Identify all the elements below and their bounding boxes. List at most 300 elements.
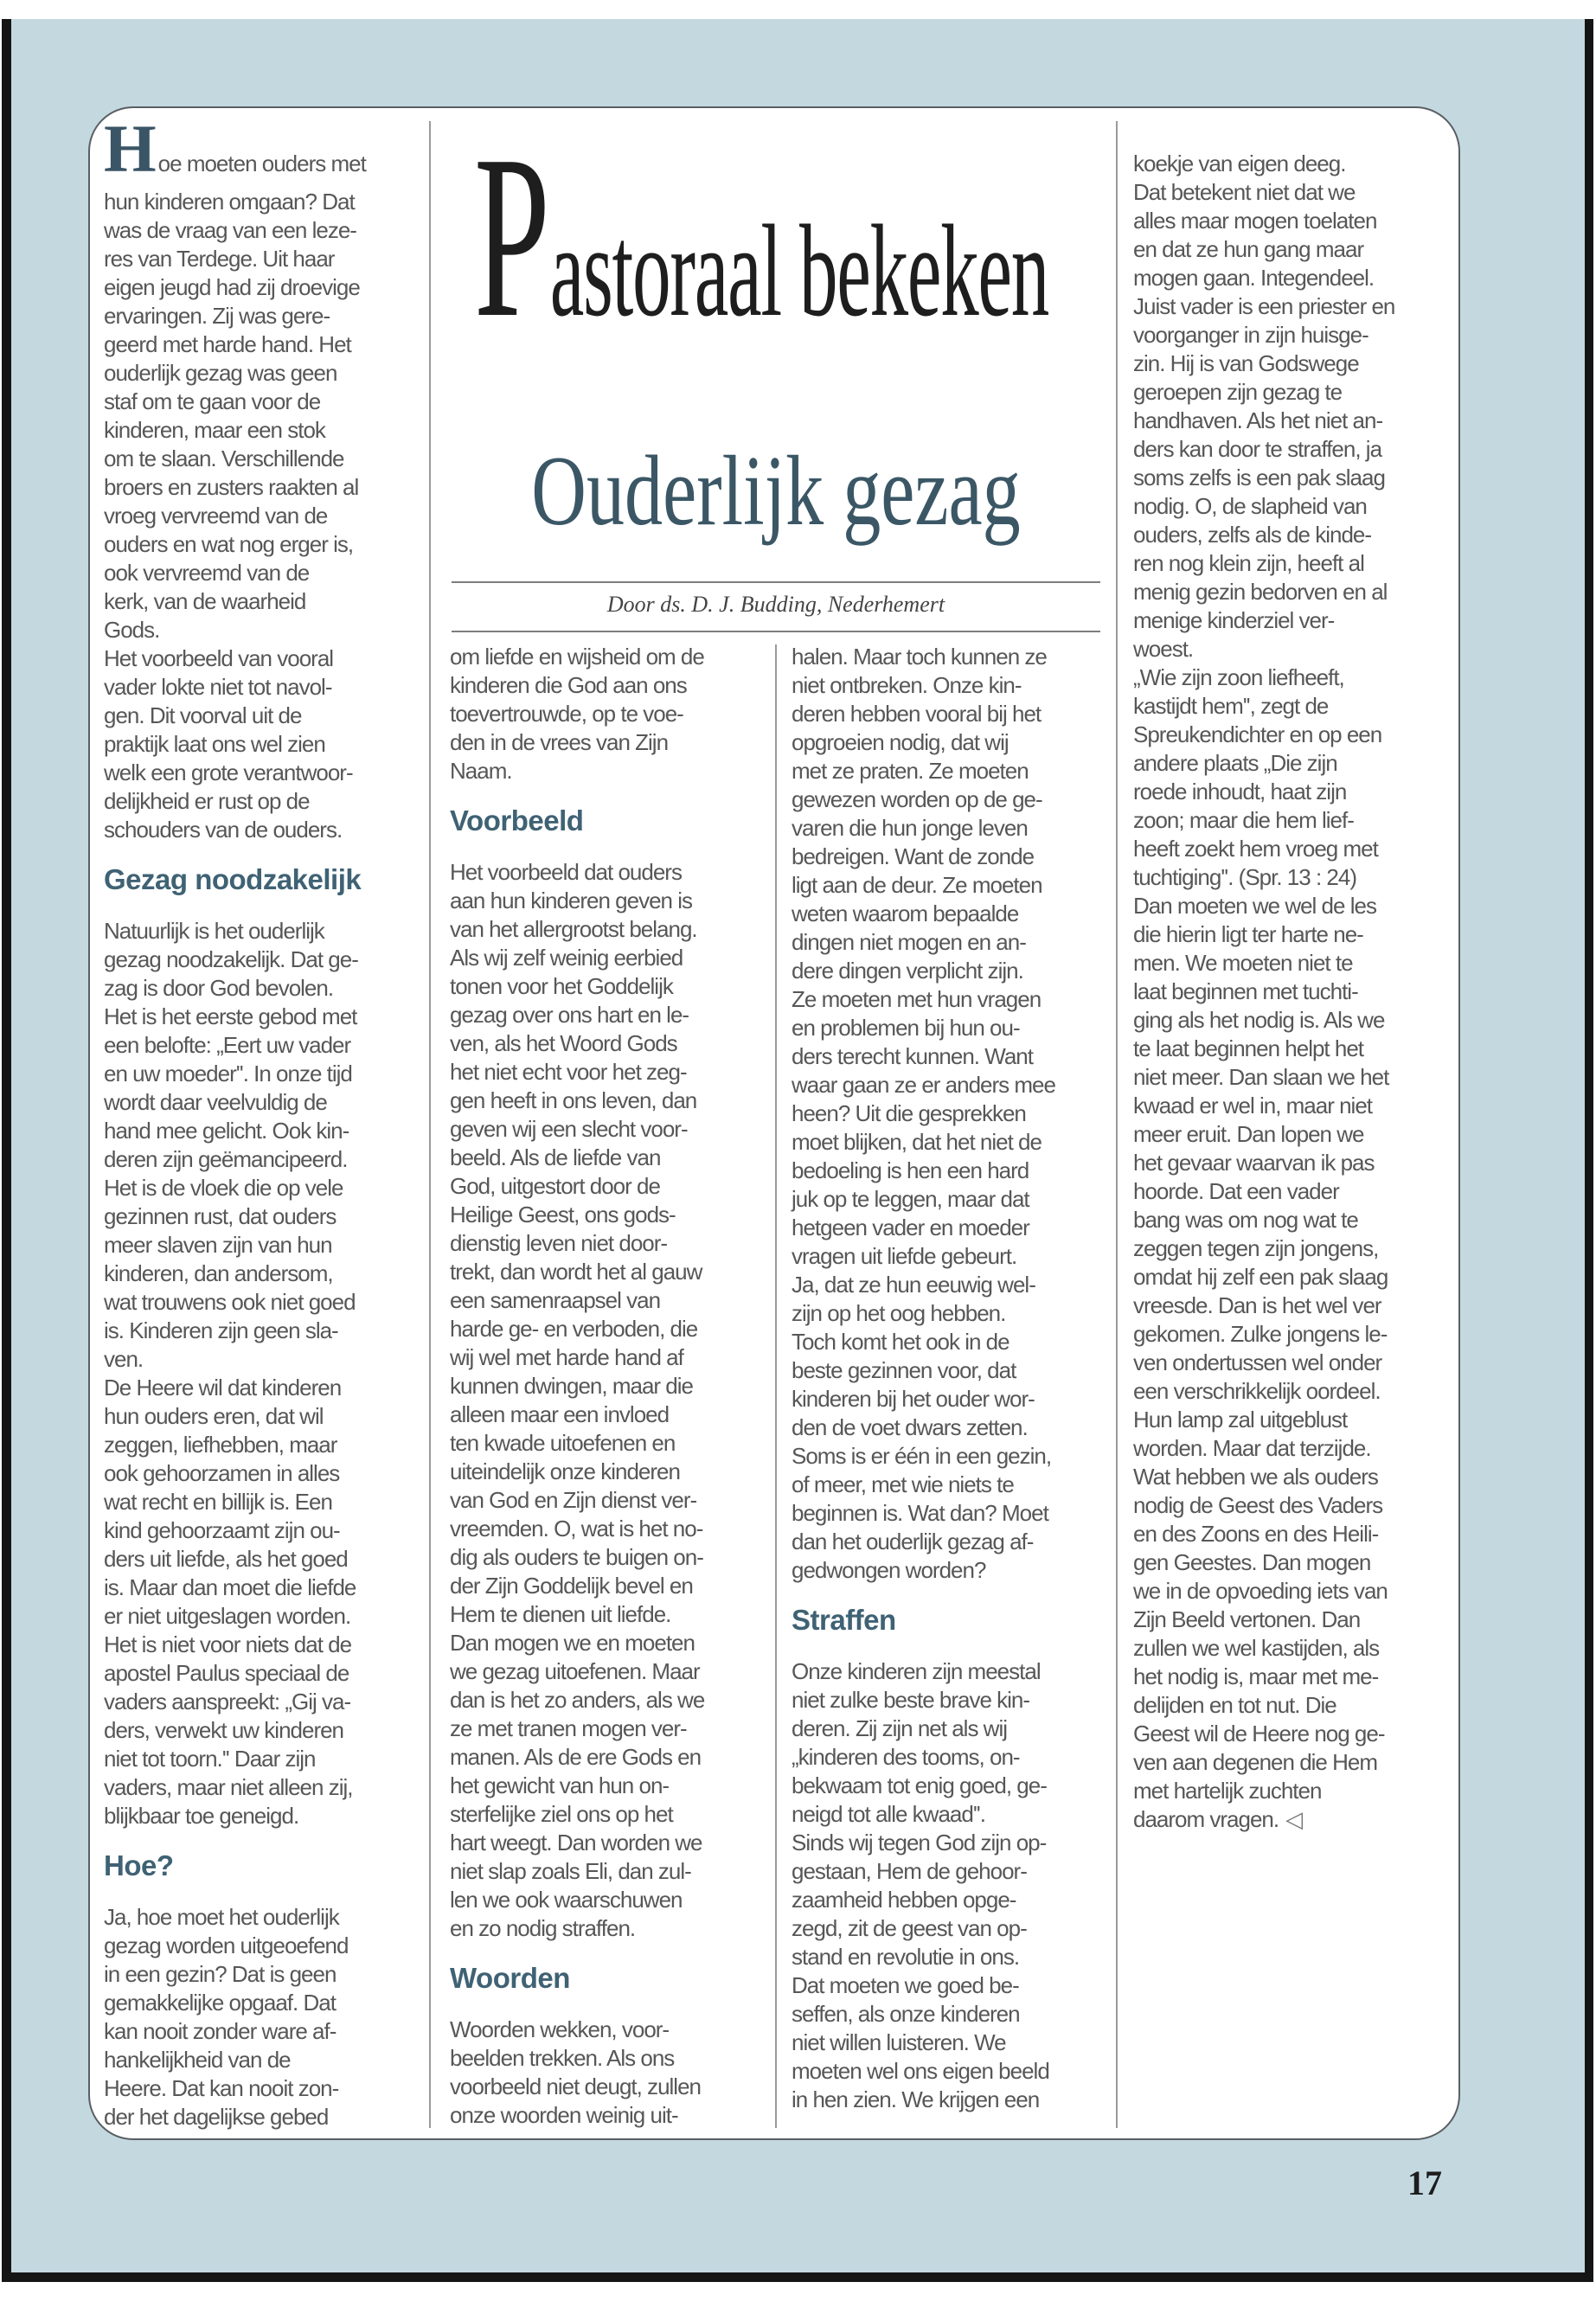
text-line — [450, 858, 772, 887]
text-line — [792, 1385, 1113, 1413]
text-line — [450, 1258, 772, 1286]
line-text: Het is de vloek die op vele — [104, 1175, 343, 1201]
text-line — [792, 1242, 1113, 1271]
text-line — [792, 814, 1113, 843]
text-line — [450, 1315, 772, 1343]
line-text: ders uit liefde, als het goed — [104, 1546, 348, 1572]
text-line — [450, 915, 772, 944]
text-line — [1133, 1120, 1455, 1149]
line-text: Ze moeten met hun vragen — [792, 986, 1042, 1012]
text-line — [1133, 1577, 1455, 1606]
paragraph — [104, 1903, 426, 2131]
line-text: tuchtiging''. (Spr. 13 : 24) — [1133, 864, 1356, 890]
text-line — [792, 1715, 1113, 1743]
text-line — [450, 1686, 772, 1715]
line-text: wat trouwens ook niet goed — [104, 1289, 356, 1315]
page-number: 17 — [1407, 2163, 1442, 2202]
text-line — [104, 1960, 426, 1989]
line-text: Het is niet voor niets dat de — [104, 1631, 352, 1657]
line-text: ven, als het Woord Gods — [450, 1030, 677, 1056]
text-line — [1133, 1320, 1455, 1349]
line-text: gestaan, Hem de gehoor- — [792, 1858, 1027, 1884]
line-text: ders, verwekt uw kinderen — [104, 1717, 344, 1743]
text-line — [450, 643, 772, 671]
line-text: ouders, zelfs als de kinde- — [1133, 522, 1372, 548]
line-text: en des Zoons en des Heili- — [1133, 1521, 1379, 1547]
line-text: zoon; maar die hem lief- — [1133, 807, 1354, 833]
line-text: staf om te gaan voor de — [104, 388, 321, 414]
paragraph — [450, 643, 772, 785]
line-text: is. Kinderen zijn geen sla- — [104, 1317, 338, 1343]
text-line — [1133, 1606, 1455, 1634]
line-text: Naam. — [450, 758, 512, 784]
text-line — [104, 1659, 426, 1688]
line-text: gen. Dit voorval uit de — [104, 702, 302, 728]
line-text: alleen maar een invloed — [450, 1401, 670, 1427]
line-text: geroepen zijn gezag te — [1133, 379, 1343, 405]
line-text: zeggen tegen zijn jongens, — [1133, 1235, 1379, 1261]
line-text: Dat moeten we goed be- — [792, 1972, 1019, 1998]
text-line — [104, 1989, 426, 2017]
text-line — [792, 1556, 1113, 1585]
line-text: seffen, als onze kinderen — [792, 2001, 1020, 2027]
line-text: zijn op het oog hebben. — [792, 1300, 1006, 1326]
scan-edge-left — [2, 19, 11, 2282]
line-text: ook gehoorzamen in alles — [104, 1460, 340, 1486]
text-line — [792, 1299, 1113, 1328]
text-line — [792, 1829, 1113, 1857]
text-line — [1133, 606, 1455, 635]
line-text: kinderen, dan andersom, — [104, 1260, 333, 1286]
text-line — [1133, 521, 1455, 549]
text-line — [1133, 663, 1455, 692]
line-text: ven aan degenen die Hem — [1133, 1749, 1378, 1775]
text-line — [792, 2029, 1113, 2057]
line-text: eigen jeugd had zij droevige — [104, 274, 360, 300]
text-line — [1133, 435, 1455, 464]
line-text: gezag over ons hart en le- — [450, 1002, 689, 1028]
column-2 — [450, 643, 772, 2130]
line-text: opgroeien nodig, dat wij — [792, 729, 1009, 755]
paragraph — [792, 643, 1113, 1585]
text-line — [104, 1317, 426, 1345]
section-heading: Woorden — [450, 1962, 570, 1994]
line-text: gemakkelijke opgaaf. Dat — [104, 1990, 336, 2016]
text-line — [1133, 1463, 1455, 1491]
byline: Door ds. D. J. Budding, Nederhemert — [606, 592, 945, 617]
title-rule-top — [452, 581, 1100, 583]
text-line — [792, 1800, 1113, 1829]
line-text: vreemden. O, wat is het no- — [450, 1516, 703, 1541]
line-text: vreesde. Dan is het wel ver — [1133, 1292, 1381, 1318]
text-line — [792, 1328, 1113, 1356]
text-line — [104, 1174, 426, 1202]
line-text: laat beginnen met tuchti- — [1133, 978, 1358, 1004]
line-text: om liefde en wijsheid om de — [450, 644, 704, 670]
line-text: het gevaar waarvan ik pas — [1133, 1150, 1375, 1176]
text-line — [1133, 1149, 1455, 1177]
text-line — [792, 1413, 1113, 1442]
line-text: ook vervreemd van de — [104, 560, 310, 586]
line-text: kastijdt hem'', zegt de — [1133, 693, 1329, 719]
text-line — [792, 2000, 1113, 2029]
line-text: len we ook waarschuwen — [450, 1887, 683, 1913]
text-line — [450, 1600, 772, 1629]
text-line — [792, 1914, 1113, 1943]
line-text: niet ontbreken. Onze kin- — [792, 672, 1022, 698]
text-line — [1133, 721, 1455, 749]
text-line — [1133, 264, 1455, 292]
text-line — [104, 917, 426, 945]
line-text: bedoeling is hen een hard — [792, 1157, 1029, 1183]
line-text: dere dingen verplicht zijn. — [792, 958, 1023, 984]
text-line — [104, 388, 426, 416]
text-line — [104, 1259, 426, 1288]
paragraph — [792, 1657, 1113, 2114]
text-line — [1133, 1035, 1455, 1063]
section-kicker — [474, 107, 1049, 366]
line-text: niet slap zoals Eli, dan zul- — [450, 1858, 691, 1884]
line-text: hun kinderen omgaan? Dat — [104, 189, 355, 215]
text-line — [1133, 977, 1455, 1006]
text-line — [792, 1356, 1113, 1385]
text-line — [104, 2074, 426, 2103]
line-text: bedreigen. Want de zonde — [792, 843, 1035, 869]
line-text: van het allergrootst belang. — [450, 916, 697, 942]
text-line — [792, 871, 1113, 900]
title-rule-bottom — [452, 631, 1100, 632]
text-line — [792, 1128, 1113, 1157]
line-text: voorganger in zijn huisge- — [1133, 322, 1368, 348]
text-line — [104, 1716, 426, 1745]
line-text: wordt daar veelvuldig de — [104, 1089, 327, 1115]
column-divider — [429, 121, 431, 2128]
text-line — [450, 1029, 772, 1058]
text-line — [792, 1071, 1113, 1099]
text-line — [104, 673, 426, 702]
line-text: menig gezin bedorven en al — [1133, 579, 1388, 605]
line-text: ren nog klein zijn, heeft al — [1133, 550, 1364, 576]
text-line — [792, 1471, 1113, 1499]
line-text: heeft zoekt hem vroeg met — [1133, 836, 1378, 862]
line-text: dan is het zo anders, als we — [450, 1687, 705, 1713]
text-line — [450, 1201, 772, 1229]
text-line — [450, 944, 772, 972]
text-line — [1133, 1634, 1455, 1663]
line-text: woest. — [1133, 636, 1194, 662]
line-text: schouders van de ouders. — [104, 817, 343, 843]
line-text: ven. — [104, 1346, 144, 1372]
text-line — [792, 1772, 1113, 1800]
text-line — [1133, 349, 1455, 378]
line-text: manen. Als de ere Gods en — [450, 1744, 702, 1770]
paragraph — [450, 858, 772, 1943]
line-text: dig als ouders te buigen on- — [450, 1544, 703, 1570]
text-line — [450, 2073, 772, 2101]
text-line — [104, 1545, 426, 1574]
line-text: Juist vader is een priester en — [1133, 293, 1395, 319]
line-text: met hartelijk zuchten — [1133, 1778, 1322, 1804]
text-line — [792, 1886, 1113, 1914]
line-text: neigd tot alle kwaad''. — [792, 1801, 985, 1827]
line-text: gedwongen worden? — [792, 1557, 986, 1583]
text-line — [450, 1629, 772, 1657]
text-line — [104, 702, 426, 730]
text-line — [450, 1429, 772, 1458]
text-line — [104, 2046, 426, 2074]
column-3 — [792, 643, 1113, 2114]
text-line — [792, 985, 1113, 1014]
line-text: soms zelfs is een pak slaag — [1133, 465, 1385, 490]
text-line — [450, 1886, 772, 1914]
line-text: gen heeft in ons leven, dan — [450, 1087, 697, 1113]
text-line — [792, 1743, 1113, 1772]
text-line — [104, 445, 426, 473]
line-text: kunnen dwingen, maar die — [450, 1373, 693, 1399]
kicker-text: astoraal bekeken — [549, 198, 1049, 343]
text-line — [450, 2016, 772, 2044]
line-text: was de vraag van een leze- — [104, 217, 356, 243]
line-text: koekje van eigen deeg. — [1133, 151, 1346, 176]
line-text: kerk, van de waarheid — [104, 588, 306, 614]
text-line — [104, 2017, 426, 2046]
text-line — [450, 1286, 772, 1315]
line-text: ouderlijk gezag was geen — [104, 360, 337, 386]
text-line — [792, 671, 1113, 700]
text-line — [1133, 292, 1455, 321]
text-line — [792, 1943, 1113, 1971]
text-line — [104, 1631, 426, 1659]
text-line — [104, 787, 426, 816]
text-line — [450, 1144, 772, 1172]
text-line — [104, 730, 426, 759]
text-line — [104, 616, 426, 644]
line-text: vragen uit liefde gebeurt. — [792, 1243, 1017, 1269]
line-text: te laat beginnen helpt het — [1133, 1035, 1364, 1061]
text-line — [450, 1543, 772, 1572]
text-line — [1133, 235, 1455, 264]
text-line — [1133, 1063, 1455, 1092]
text-line — [1133, 1263, 1455, 1292]
line-text: hand mee gelicht. Ook kin- — [104, 1118, 349, 1144]
text-line — [450, 1458, 772, 1486]
line-text: andere plaats „Die zijn — [1133, 750, 1337, 776]
drop-cap: H — [104, 111, 157, 186]
line-text: het nodig is, maar met me- — [1133, 1663, 1379, 1689]
text-line — [450, 700, 772, 728]
text-line — [104, 1745, 426, 1773]
line-text: De Heere wil dat kinderen — [104, 1375, 342, 1400]
kicker-initial: P — [474, 107, 550, 366]
text-line — [1133, 749, 1455, 778]
text-line — [104, 1773, 426, 1802]
line-text: kind gehoorzaamt zijn ou- — [104, 1517, 340, 1543]
line-text: dienstig leven niet door- — [450, 1230, 668, 1256]
text-line — [450, 1115, 772, 1144]
text-line — [792, 1657, 1113, 1686]
text-line — [104, 416, 426, 445]
text-line — [792, 785, 1113, 814]
text-line — [104, 1145, 426, 1174]
line-text: voorbeeld niet deugt, zullen — [450, 2073, 702, 2099]
line-text: welk een grote verantwoor- — [104, 760, 353, 785]
line-text: zin. Hij is van Godswege — [1133, 350, 1359, 376]
paragraph — [450, 2016, 772, 2130]
text-line — [1133, 1377, 1455, 1406]
line-text: Toch komt het ook in de — [792, 1329, 1010, 1355]
line-text: heen? Uit die gesprekken — [792, 1100, 1026, 1126]
text-line — [1133, 863, 1455, 892]
line-text: dingen niet mogen en an- — [792, 929, 1026, 955]
line-text: ligt aan de deur. Ze moeten — [792, 872, 1042, 898]
text-line — [450, 1857, 772, 1886]
line-text: worden. Maar dat terzijde. — [1133, 1435, 1371, 1461]
text-line — [450, 1572, 772, 1600]
line-text: vader lokte niet tot navol- — [104, 674, 332, 700]
text-line — [104, 1903, 426, 1932]
line-text: dan het ouderlijk gezag af- — [792, 1529, 1034, 1554]
text-line — [104, 1488, 426, 1516]
text-line — [792, 757, 1113, 785]
text-line — [792, 900, 1113, 928]
line-text: stand en revolutie in ons. — [792, 1944, 1020, 1970]
text-line — [1133, 150, 1455, 178]
text-line — [1133, 578, 1455, 606]
text-line — [104, 302, 426, 330]
text-line — [450, 1172, 772, 1201]
text-line — [104, 1060, 426, 1088]
text-line — [1133, 1406, 1455, 1434]
text-line — [104, 245, 426, 273]
line-text: Ja, dat ze hun eeuwig wel- — [792, 1272, 1035, 1298]
line-text: met ze praten. Ze moeten — [792, 758, 1029, 784]
text-line — [792, 928, 1113, 957]
text-line — [1133, 549, 1455, 578]
text-line — [1133, 1748, 1455, 1777]
line-text: meer slaven zijn van hun — [104, 1232, 332, 1258]
line-text: ouders en wat nog erger is, — [104, 531, 354, 557]
line-text: Spreukendichter en op een — [1133, 721, 1382, 747]
line-text: varen die hun jonge leven — [792, 815, 1028, 841]
line-text: beste gezinnen voor, dat — [792, 1357, 1016, 1383]
text-line — [1133, 407, 1455, 435]
line-text: zegd, zit de geest van op- — [792, 1915, 1027, 1941]
line-text: geerd met harde hand. Het — [104, 331, 351, 357]
line-text: geven wij een slecht voor- — [450, 1116, 688, 1142]
paragraph — [104, 917, 426, 1830]
line-text: ging als het nodig is. Als we — [1133, 1007, 1385, 1033]
text-line — [450, 1400, 772, 1429]
text-line — [104, 1374, 426, 1402]
text-line — [450, 1086, 772, 1115]
line-text: gezag noodzakelijk. Dat ge- — [104, 946, 358, 972]
text-line — [450, 1715, 772, 1743]
line-text: Zijn Beeld vertonen. Dan — [1133, 1606, 1361, 1632]
line-text: Het voorbeeld van vooral — [104, 645, 334, 671]
line-text: deren zijn geëmancipeerd. — [104, 1146, 348, 1172]
text-line — [1133, 806, 1455, 835]
line-text: trekt, dan wordt het al gauw — [450, 1259, 702, 1285]
line-text: het gewicht van hun on- — [450, 1772, 670, 1798]
line-text: vaders, maar niet alleen zij, — [104, 1774, 353, 1800]
text-line — [104, 110, 426, 188]
text-line — [104, 1117, 426, 1145]
line-text: onze woorden weinig uit- — [450, 2102, 678, 2128]
text-line — [104, 1688, 426, 1716]
line-text: gezinnen rust, dat ouders — [104, 1203, 337, 1229]
text-line — [104, 1402, 426, 1431]
line-text: Het voorbeeld dat ouders — [450, 859, 682, 885]
line-text: hart weegt. Dan worden we — [450, 1830, 702, 1856]
line-text: toevertrouwde, op te voe- — [450, 701, 683, 727]
text-line — [792, 843, 1113, 871]
text-line — [450, 2101, 772, 2130]
line-text: Heere. Dat kan nooit zon- — [104, 2075, 339, 2101]
line-text: delijden en tot nut. Die — [1133, 1692, 1336, 1718]
text-line — [1133, 378, 1455, 407]
text-line — [104, 1574, 426, 1602]
text-line — [450, 887, 772, 915]
text-line — [1133, 1491, 1455, 1520]
text-line — [104, 359, 426, 388]
text-line — [450, 1829, 772, 1857]
text-line — [792, 1857, 1113, 1886]
text-line — [792, 728, 1113, 757]
text-line — [104, 330, 426, 359]
line-text: res van Terdege. Uit haar — [104, 246, 335, 272]
line-text: zag is door God bevolen. — [104, 975, 334, 1001]
text-line — [104, 945, 426, 974]
line-text: hoorde. Dat een vader — [1133, 1178, 1339, 1204]
text-line — [1133, 1520, 1455, 1548]
text-line — [1133, 1292, 1455, 1320]
line-text: den in de vrees van Zijn — [450, 729, 669, 755]
text-line — [104, 1202, 426, 1231]
text-line — [104, 1516, 426, 1545]
text-line — [792, 1014, 1113, 1042]
line-text: niet meer. Dan slaan we het — [1133, 1064, 1389, 1090]
line-text: mogen gaan. Integendeel. — [1133, 265, 1375, 291]
text-line — [1133, 778, 1455, 806]
line-text: Soms is er één in een gezin, — [792, 1443, 1052, 1469]
line-text: Woorden wekken, voor- — [450, 2016, 670, 2042]
line-text: zaamheid hebben opge- — [792, 1887, 1016, 1913]
text-line — [104, 530, 426, 559]
text-line — [1133, 1663, 1455, 1691]
text-line — [104, 1602, 426, 1631]
line-text: wat recht en billijk is. Een — [104, 1489, 332, 1515]
line-text: ze met tranen mogen ver- — [450, 1715, 687, 1741]
text-line — [792, 1214, 1113, 1242]
section-heading: Hoe? — [104, 1849, 174, 1881]
line-text: oe moeten ouders met — [157, 151, 366, 176]
line-text: moeten wel ons eigen beeld — [792, 2058, 1049, 2084]
text-line — [792, 1185, 1113, 1214]
line-text: roede inhoudt, haat zijn — [1133, 779, 1347, 804]
line-text: en uw moeder''. In onze tijd — [104, 1061, 352, 1086]
text-line — [1133, 1206, 1455, 1234]
text-line — [1133, 178, 1455, 207]
line-text: er niet uitgeslagen worden. — [104, 1603, 351, 1629]
line-text: men. We moeten niet te — [1133, 950, 1353, 976]
line-text: zeggen, liefhebben, maar — [104, 1432, 337, 1458]
section-heading: Gezag noodzakelijk — [104, 863, 362, 895]
text-line — [450, 1657, 772, 1686]
text-line — [450, 2044, 772, 2073]
text-line — [1133, 692, 1455, 721]
text-line — [1133, 1805, 1455, 1834]
text-line — [792, 1157, 1113, 1185]
